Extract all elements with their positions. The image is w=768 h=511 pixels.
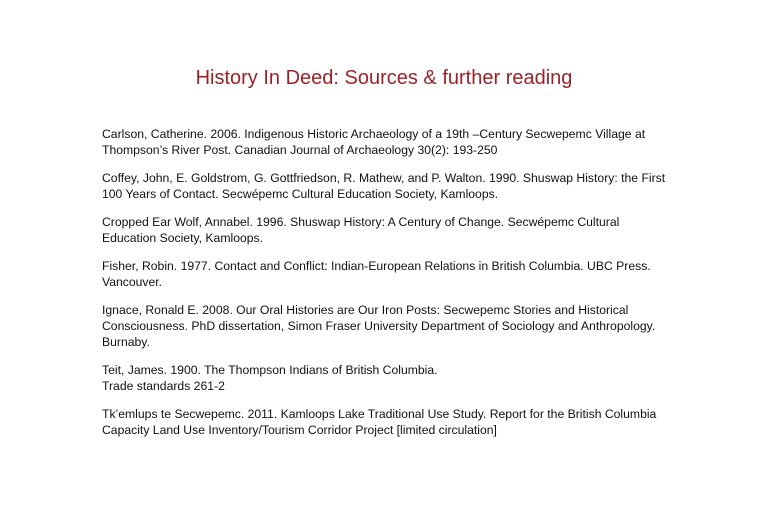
reference-item: Ignace, Ronald E. 2008. Our Oral Histories are Our Iron Posts: Secwepemc Stories and Historical Consciousness. PhD dissertation, Simon Fraser University Department of Sociology and Anthropology. Burnaby. xyxy=(102,303,656,349)
slide-title: History In Deed: Sources & further reading xyxy=(195,67,573,89)
reference-item: Tk’emlups te Secwepemc. 2011. Kamloops Lake Traditional Use Study. Report for the British Columbia Capacity Land Use Inventory/Tourism Corridor Project [limited circulation] xyxy=(102,407,657,437)
reference-item: Fisher, Robin. 1977. Contact and Conflict: Indian-European Relations in British Columbia. UBC Press. Vancouver. xyxy=(102,259,651,289)
reference-item: Teit, James. 1900. The Thompson Indians of British Columbia. Trade standards 261-2 xyxy=(102,363,438,393)
reference-item: Carlson, Catherine. 2006. Indigenous Historic Archaeology of a 19th –Century Secwepemc Village at Thompson’s River Post. Canadian Journal of Archaeology 30(2): 193-250 xyxy=(102,127,646,157)
reference-item: Coffey, John, E. Goldstrom, G. Gottfriedson, R. Mathew, and P. Walton. 1990. Shuswap History: the First 100 Years of Contact. Secwépemc Cultural Education Society, Kamloops. xyxy=(102,171,666,201)
reference-list xyxy=(102,126,692,450)
reference-item: Cropped Ear Wolf, Annabel. 1996. Shuswap History: A Century of Change. Secwépemc Cultural Education Society, Kamloops. xyxy=(102,215,620,245)
